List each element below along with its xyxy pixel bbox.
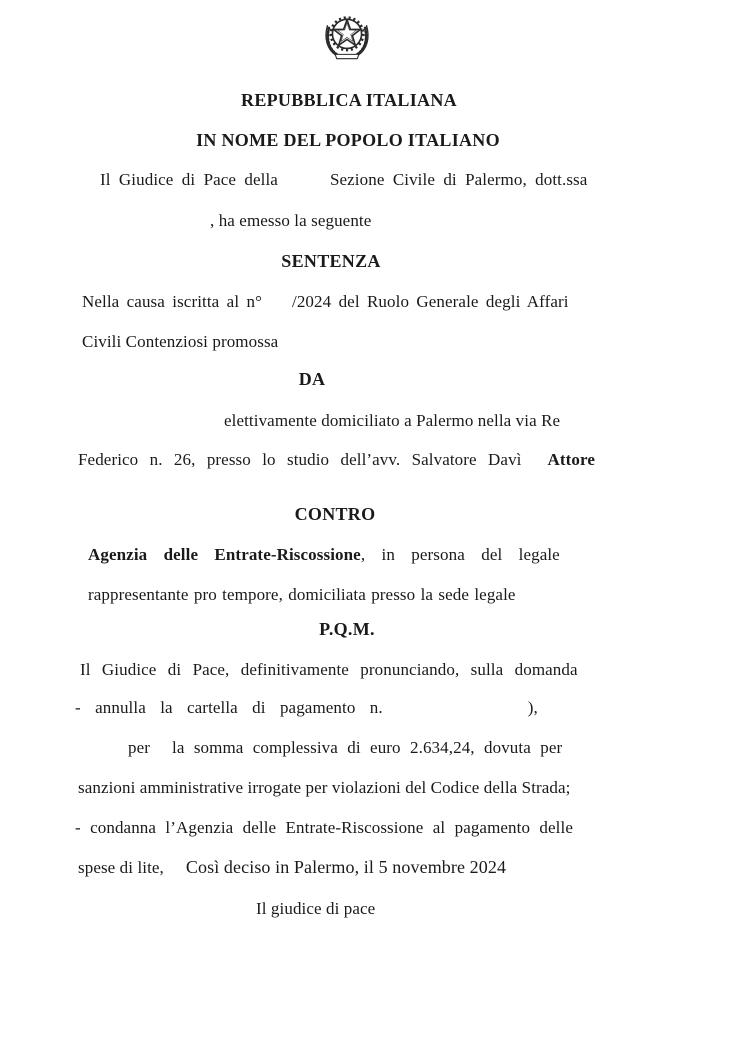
line-elettivamente-text: elettivamente domiciliato a Palermo nella via Re [224,411,561,430]
line-annulla-cartella [75,698,538,718]
line-nella-causa-text: /2024 del Ruolo Generale degli Affari [292,292,569,311]
redaction-gap [262,306,292,307]
line-annulla-cartella-text: - annulla la cartella di pagamento n. [75,698,383,717]
line-agenzia-entrate-text: Agenzia delle Entrate-Riscossione [88,545,361,564]
heading-in-nome-del-popolo [0,130,696,150]
line-federico-attore-text: Federico n. 26, presso lo studio dell’avv. Salvatore Davì [78,450,522,469]
line-giudice-di-pace-text: Sezione Civile di Palermo, dott.ssa [329,170,588,189]
line-agenzia-entrate-text: , in persona del legale [360,545,560,564]
line-per-somma [128,738,562,758]
redaction-gap [383,712,528,713]
heading-contro-text: CONTRO [294,504,376,524]
line-condanna [75,818,573,838]
heading-contro [0,504,670,524]
line-firma-giudice-text: Il giudice di pace [256,899,376,918]
line-ha-emesso [210,211,371,231]
line-federico-attore-text: Attore [547,450,595,469]
heading-repubblica-italiana-text: REPUBBLICA ITALIANA [241,90,457,110]
line-condanna-text: - condanna l’Agenzia delle Entrate-Riscossione al pagamento delle [75,818,573,837]
line-annulla-cartella-text: ), [527,698,538,717]
line-spese-cosi-deciso [78,857,506,878]
line-civili-contenziosi-text: Civili Contenziosi promossa [82,332,279,351]
line-ha-emesso-text: , ha emesso la seguente [210,211,372,230]
line-giudice-di-pace [100,170,587,190]
line-definitivamente [80,660,578,680]
line-federico-attore [78,450,595,470]
heading-sentenza-text: SENTENZA [281,251,381,271]
heading-sentenza [0,251,662,271]
line-rappresentante-text: rappresentante pro tempore, domiciliata presso la sede legale [88,585,516,604]
heading-in-nome-del-popolo-text: IN NOME DEL POPOLO ITALIANO [196,130,500,150]
line-rappresentante [88,585,516,605]
line-agenzia-entrate [88,545,560,565]
heading-repubblica-italiana [0,90,698,110]
line-spese-cosi-deciso-text: spese di lite, [78,858,164,877]
line-nella-causa-text: Nella causa iscritta al n° [82,292,262,311]
redaction-gap [150,752,172,753]
redaction-gap [278,184,330,185]
line-per-somma-text: la somma complessiva di euro 2.634,24, dovuta per [172,738,563,757]
italian-republic-emblem-icon [320,8,374,64]
line-giudice-di-pace-text: Il Giudice di Pace della [100,170,278,189]
heading-da-text: DA [298,369,326,389]
line-spese-cosi-deciso-text: Così deciso in Palermo, il 5 novembre 2024 [185,857,507,877]
line-firma-giudice [256,899,375,919]
heading-pqm [0,619,694,639]
line-elettivamente [224,411,560,431]
line-sanzioni [78,778,571,798]
line-definitivamente-text: Il Giudice di Pace, definitivamente pronunciando, sulla domanda [80,660,578,679]
redaction-gap [164,872,186,873]
heading-da [0,369,624,389]
heading-pqm-text: P.Q.M. [319,619,375,639]
line-nella-causa [82,292,569,312]
line-civili-contenziosi [82,332,278,352]
line-per-somma-text: per [128,738,151,757]
line-sanzioni-text: sanzioni amministrative irrogate per violazioni del Codice della Strada; [78,778,571,797]
redaction-gap [522,464,548,465]
